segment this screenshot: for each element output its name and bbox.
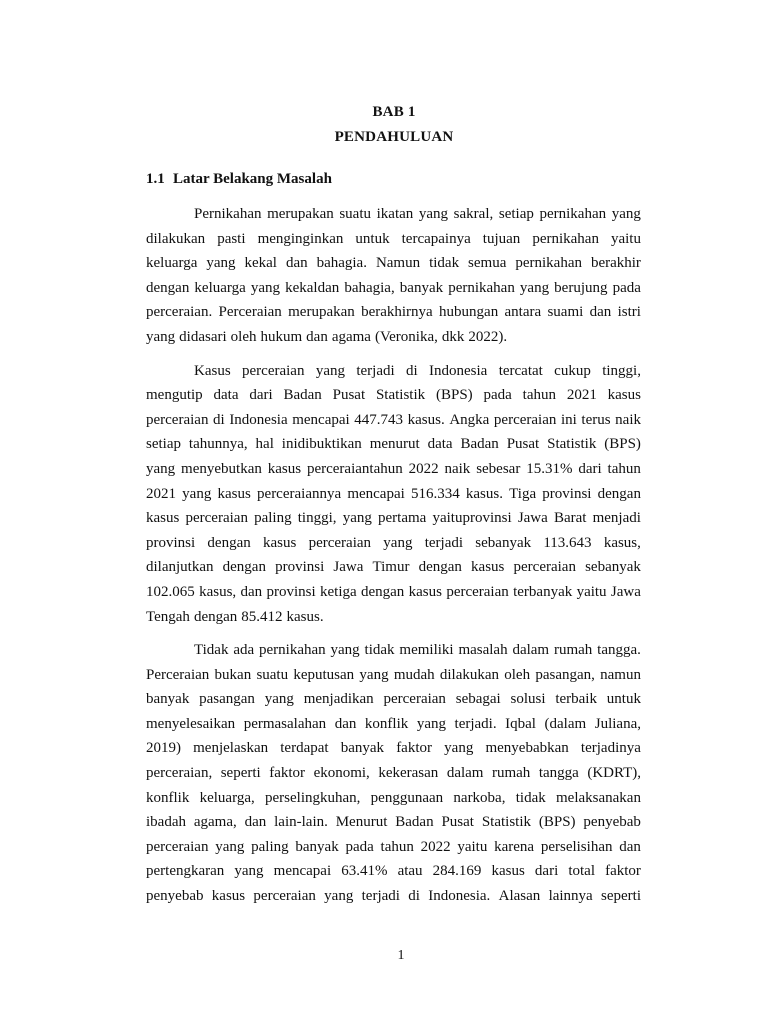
- text-line: penyebab kasus perceraian yang terjadi di Indonesia. Alasan lainnya seperti: [146, 888, 641, 905]
- text-line: perceraian. Perceraian merupakan berakhirnya hubungan antara suami dan istri: [146, 304, 641, 321]
- text-line: setiap tahunnya, hal inidibuktikan menurut data Badan Pusat Statistik (BPS): [146, 436, 641, 453]
- section-title: Latar Belakang Masalah: [173, 171, 332, 187]
- text-line: mengutip data dari Badan Pusat Statistik (BPS) pada tahun 2021 kasus: [146, 387, 641, 404]
- text-line: Perceraian bukan suatu keputusan yang mudah dilakukan oleh pasangan, namun: [146, 666, 641, 683]
- text-line: menyelesaikan permasalahan dan konflik yang terjadi. Iqbal (dalam Juliana,: [146, 715, 641, 732]
- text-line: Kasus perceraian yang terjadi di Indonesia tercatat cukup tinggi,: [194, 362, 641, 379]
- chapter-number: BAB 1: [372, 104, 416, 120]
- text-line: 2021 yang kasus perceraiannya mencapai 516.334 kasus. Tiga provinsi dengan: [146, 485, 641, 502]
- text-line: Pernikahan merupakan suatu ikatan yang sakral, setiap pernikahan yang: [194, 206, 641, 222]
- text-line: Tengah dengan 85.412 kasus.: [146, 608, 324, 625]
- text-line: yang didasari oleh hukum dan agama (Veronika, dkk 2022).: [146, 328, 508, 345]
- text-line: provinsi dengan kasus perceraian yang terjadi sebanyak 113.643 kasus,: [146, 534, 641, 551]
- text-line: keluarga yang kekal dan bahagia. Namun tidak semua pernikahan berakhir: [146, 255, 641, 272]
- text-line: pertengkaran yang mencapai 63.41% atau 284.169 kasus dari total faktor: [146, 863, 641, 880]
- text-line: Tidak ada pernikahan yang tidak memiliki masalah dalam rumah tangga.: [194, 642, 641, 659]
- text-line: dengan keluarga yang kekaldan bahagia, banyak pernikahan yang berujung pada: [146, 279, 641, 296]
- text-line: dilakukan pasti menginginkan untuk tercapainya tujuan pernikahan yaitu: [146, 230, 641, 247]
- text-line: konflik keluarga, perselingkuhan, penggunaan narkoba, tidak melaksanakan: [146, 789, 641, 806]
- chapter-title: PENDAHULUAN: [334, 129, 454, 145]
- text-line: ibadah agama, dan lain-lain. Menurut Badan Pusat Statistik (BPS) penyebab: [146, 814, 641, 831]
- paragraph: [146, 202, 641, 350]
- text-line: kasus perceraian paling tinggi, yang pertama yaituprovinsi Jawa Barat menjadi: [146, 510, 641, 527]
- section-heading: [146, 171, 332, 188]
- text-line: perceraian di Indonesia mencapai 447.743 kasus. Angka perceraian ini terus naik: [146, 411, 641, 428]
- text-line: perceraian yang paling banyak pada tahun 2022 yaitu karena perselisihan dan: [146, 838, 641, 855]
- body-text: [146, 202, 641, 918]
- section-number: 1.1: [146, 171, 165, 187]
- paragraph: [146, 359, 641, 630]
- paragraph: [146, 638, 641, 909]
- page-number: 1: [397, 948, 405, 963]
- text-line: banyak pasangan yang menjadikan perceraian sebagai solusi terbaik untuk: [146, 691, 641, 708]
- text-line: dilanjutkan dengan provinsi Jawa Timur dengan kasus perceraian sebanyak: [146, 559, 641, 576]
- text-line: 102.065 kasus, dan provinsi ketiga dengan kasus perceraian terbanyak yaitu Jawa: [146, 583, 641, 600]
- text-line: yang menyebutkan kasus perceraiantahun 2022 naik sebesar 15.31% dari tahun: [146, 460, 641, 477]
- text-line: 2019) menjelaskan terdapat banyak faktor yang menyebabkan terjadinya: [146, 740, 641, 757]
- text-line: perceraian, seperti faktor ekonomi, kekerasan dalam rumah tangga (KDRT),: [146, 765, 641, 782]
